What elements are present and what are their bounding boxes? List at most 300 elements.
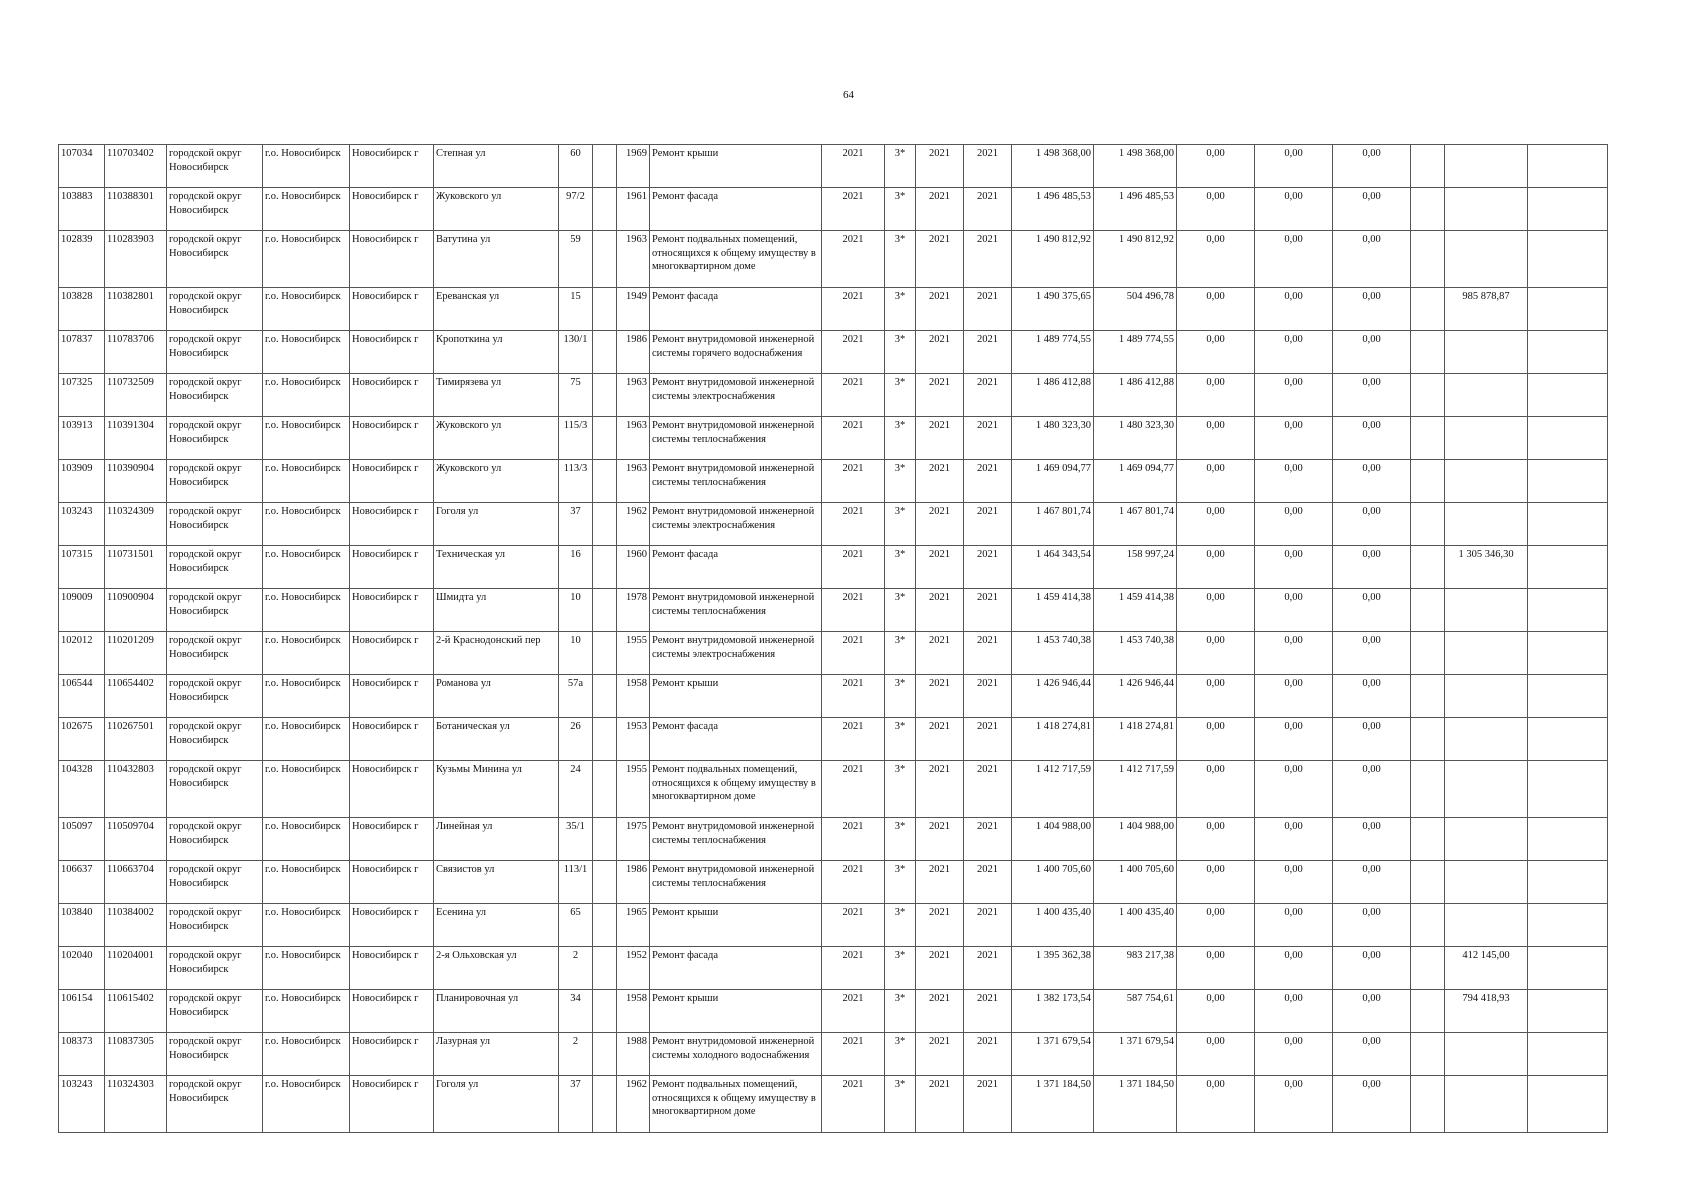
- start-year-cell: 2021: [916, 761, 964, 818]
- end-year-cell: 2021: [964, 861, 1012, 904]
- work-type-cell: Ремонт фасада: [650, 288, 822, 331]
- fund-cost-cell: 1 496 485,53: [1094, 188, 1177, 231]
- start-year-cell: 2021: [916, 331, 964, 374]
- build-year-cell: 1961: [617, 188, 650, 231]
- house-id-cell: 108373: [59, 1033, 105, 1076]
- extra-blank-cell: [1411, 460, 1445, 503]
- city-cell: Новосибирск г: [350, 145, 434, 188]
- mark-cell: 3*: [885, 861, 916, 904]
- end-year-cell: 2021: [964, 818, 1012, 861]
- work-type-cell: Ремонт крыши: [650, 990, 822, 1033]
- value-1-cell: 0,00: [1177, 374, 1255, 417]
- start-year-cell: 2021: [916, 374, 964, 417]
- house-number-cell: 24: [559, 761, 593, 818]
- house-number-cell: 59: [559, 231, 593, 288]
- street-cell: Гоголя ул: [434, 1076, 559, 1133]
- house-code-cell: 110900904: [105, 589, 167, 632]
- building-letter-cell: [593, 861, 617, 904]
- house-id-cell: 103243: [59, 503, 105, 546]
- building-letter-cell: [593, 718, 617, 761]
- total-cost-cell: 1 480 323,30: [1012, 417, 1094, 460]
- city-cell: Новосибирск г: [350, 1076, 434, 1133]
- end-year-cell: 2021: [964, 990, 1012, 1033]
- end-year-cell: 2021: [964, 675, 1012, 718]
- build-year-cell: 1962: [617, 503, 650, 546]
- work-type-cell: Ремонт внутридомовой инженерной системы горячего водоснабжения: [650, 331, 822, 374]
- city-cell: Новосибирск г: [350, 1033, 434, 1076]
- build-year-cell: 1953: [617, 718, 650, 761]
- table-row: [59, 990, 1608, 1033]
- end-year-cell: 2021: [964, 1033, 1012, 1076]
- district-cell: городской округ Новосибирск: [167, 460, 263, 503]
- fund-cost-cell: 1 459 414,38: [1094, 589, 1177, 632]
- urban-okrug-cell: г.о. Новосибирск: [263, 589, 350, 632]
- table-row: [59, 460, 1608, 503]
- value-3-cell: 0,00: [1333, 861, 1411, 904]
- district-cell: городской округ Новосибирск: [167, 632, 263, 675]
- building-letter-cell: [593, 331, 617, 374]
- total-cost-cell: 1 412 717,59: [1012, 761, 1094, 818]
- work-type-cell: Ремонт внутридомовой инженерной системы электроснабжения: [650, 503, 822, 546]
- city-cell: Новосибирск г: [350, 288, 434, 331]
- value-1-cell: 0,00: [1177, 1076, 1255, 1133]
- plan-year-cell: 2021: [822, 990, 885, 1033]
- extra-blank-cell: [1411, 761, 1445, 818]
- owner-funds-cell: [1445, 718, 1528, 761]
- total-cost-cell: 1 490 812,92: [1012, 231, 1094, 288]
- work-type-cell: Ремонт внутридомовой инженерной системы теплоснабжения: [650, 589, 822, 632]
- house-id-cell: 109009: [59, 589, 105, 632]
- house-id-cell: 102675: [59, 718, 105, 761]
- house-number-cell: 15: [559, 288, 593, 331]
- house-id-cell: 107034: [59, 145, 105, 188]
- table-row: [59, 503, 1608, 546]
- building-letter-cell: [593, 675, 617, 718]
- extra-blank-cell: [1411, 904, 1445, 947]
- urban-okrug-cell: г.о. Новосибирск: [263, 1076, 350, 1133]
- fund-cost-cell: 1 400 705,60: [1094, 861, 1177, 904]
- house-code-cell: 110663704: [105, 861, 167, 904]
- value-2-cell: 0,00: [1255, 589, 1333, 632]
- value-2-cell: 0,00: [1255, 546, 1333, 589]
- start-year-cell: 2021: [916, 1076, 964, 1133]
- house-number-cell: 2: [559, 1033, 593, 1076]
- build-year-cell: 1978: [617, 589, 650, 632]
- plan-year-cell: 2021: [822, 145, 885, 188]
- table-row: [59, 589, 1608, 632]
- table-row: [59, 288, 1608, 331]
- build-year-cell: 1986: [617, 331, 650, 374]
- value-2-cell: 0,00: [1255, 718, 1333, 761]
- district-cell: городской округ Новосибирск: [167, 546, 263, 589]
- start-year-cell: 2021: [916, 460, 964, 503]
- city-cell: Новосибирск г: [350, 417, 434, 460]
- total-cost-cell: 1 464 343,54: [1012, 546, 1094, 589]
- last-blank-cell: [1528, 188, 1608, 231]
- value-1-cell: 0,00: [1177, 675, 1255, 718]
- value-3-cell: 0,00: [1333, 503, 1411, 546]
- plan-year-cell: 2021: [822, 460, 885, 503]
- building-letter-cell: [593, 761, 617, 818]
- urban-okrug-cell: г.о. Новосибирск: [263, 861, 350, 904]
- district-cell: городской округ Новосибирск: [167, 818, 263, 861]
- building-letter-cell: [593, 546, 617, 589]
- owner-funds-cell: [1445, 632, 1528, 675]
- start-year-cell: 2021: [916, 718, 964, 761]
- city-cell: Новосибирск г: [350, 675, 434, 718]
- mark-cell: 3*: [885, 546, 916, 589]
- build-year-cell: 1965: [617, 904, 650, 947]
- work-type-cell: Ремонт крыши: [650, 145, 822, 188]
- last-blank-cell: [1528, 417, 1608, 460]
- mark-cell: 3*: [885, 417, 916, 460]
- end-year-cell: 2021: [964, 145, 1012, 188]
- district-cell: городской округ Новосибирск: [167, 904, 263, 947]
- mark-cell: 3*: [885, 1033, 916, 1076]
- total-cost-cell: 1 467 801,74: [1012, 503, 1094, 546]
- work-type-cell: Ремонт внутридомовой инженерной системы теплоснабжения: [650, 818, 822, 861]
- street-cell: 2-я Ольховская ул: [434, 947, 559, 990]
- total-cost-cell: 1 489 774,55: [1012, 331, 1094, 374]
- last-blank-cell: [1528, 1076, 1608, 1133]
- house-code-cell: 110509704: [105, 818, 167, 861]
- mark-cell: 3*: [885, 718, 916, 761]
- value-2-cell: 0,00: [1255, 761, 1333, 818]
- house-number-cell: 75: [559, 374, 593, 417]
- mark-cell: 3*: [885, 331, 916, 374]
- street-cell: Ватутина ул: [434, 231, 559, 288]
- start-year-cell: 2021: [916, 589, 964, 632]
- last-blank-cell: [1528, 231, 1608, 288]
- house-code-cell: 110382801: [105, 288, 167, 331]
- house-code-cell: 110324309: [105, 503, 167, 546]
- building-letter-cell: [593, 904, 617, 947]
- fund-cost-cell: 1 469 094,77: [1094, 460, 1177, 503]
- last-blank-cell: [1528, 589, 1608, 632]
- value-1-cell: 0,00: [1177, 589, 1255, 632]
- value-3-cell: 0,00: [1333, 231, 1411, 288]
- fund-cost-cell: 1 467 801,74: [1094, 503, 1177, 546]
- street-cell: Ботаническая ул: [434, 718, 559, 761]
- street-cell: Романова ул: [434, 675, 559, 718]
- house-id-cell: 107325: [59, 374, 105, 417]
- end-year-cell: 2021: [964, 460, 1012, 503]
- plan-year-cell: 2021: [822, 861, 885, 904]
- house-id-cell: 107837: [59, 331, 105, 374]
- extra-blank-cell: [1411, 374, 1445, 417]
- end-year-cell: 2021: [964, 632, 1012, 675]
- table-row: [59, 546, 1608, 589]
- plan-year-cell: 2021: [822, 1076, 885, 1133]
- owner-funds-cell: [1445, 231, 1528, 288]
- plan-year-cell: 2021: [822, 503, 885, 546]
- owner-funds-cell: [1445, 761, 1528, 818]
- table-row: [59, 1033, 1608, 1076]
- fund-cost-cell: 1 418 274,81: [1094, 718, 1177, 761]
- work-type-cell: Ремонт внутридомовой инженерной системы теплоснабжения: [650, 861, 822, 904]
- mark-cell: 3*: [885, 990, 916, 1033]
- city-cell: Новосибирск г: [350, 231, 434, 288]
- city-cell: Новосибирск г: [350, 947, 434, 990]
- plan-year-cell: 2021: [822, 718, 885, 761]
- table-row: [59, 675, 1608, 718]
- value-1-cell: 0,00: [1177, 861, 1255, 904]
- end-year-cell: 2021: [964, 331, 1012, 374]
- build-year-cell: 1952: [617, 947, 650, 990]
- table-row: [59, 632, 1608, 675]
- urban-okrug-cell: г.о. Новосибирск: [263, 145, 350, 188]
- total-cost-cell: 1 496 485,53: [1012, 188, 1094, 231]
- house-code-cell: 110388301: [105, 188, 167, 231]
- district-cell: городской округ Новосибирск: [167, 761, 263, 818]
- end-year-cell: 2021: [964, 374, 1012, 417]
- last-blank-cell: [1528, 503, 1608, 546]
- value-2-cell: 0,00: [1255, 145, 1333, 188]
- value-3-cell: 0,00: [1333, 947, 1411, 990]
- end-year-cell: 2021: [964, 503, 1012, 546]
- urban-okrug-cell: г.о. Новосибирск: [263, 546, 350, 589]
- plan-year-cell: 2021: [822, 288, 885, 331]
- district-cell: городской округ Новосибирск: [167, 990, 263, 1033]
- extra-blank-cell: [1411, 331, 1445, 374]
- building-letter-cell: [593, 417, 617, 460]
- last-blank-cell: [1528, 331, 1608, 374]
- house-code-cell: 110837305: [105, 1033, 167, 1076]
- street-cell: Связистов ул: [434, 861, 559, 904]
- street-cell: Жуковского ул: [434, 188, 559, 231]
- fund-cost-cell: 1 404 988,00: [1094, 818, 1177, 861]
- house-number-cell: 113/1: [559, 861, 593, 904]
- extra-blank-cell: [1411, 718, 1445, 761]
- street-cell: Жуковского ул: [434, 417, 559, 460]
- house-code-cell: 110201209: [105, 632, 167, 675]
- plan-year-cell: 2021: [822, 761, 885, 818]
- owner-funds-cell: 412 145,00: [1445, 947, 1528, 990]
- table-row: [59, 947, 1608, 990]
- extra-blank-cell: [1411, 188, 1445, 231]
- urban-okrug-cell: г.о. Новосибирск: [263, 1033, 350, 1076]
- work-type-cell: Ремонт крыши: [650, 904, 822, 947]
- extra-blank-cell: [1411, 818, 1445, 861]
- owner-funds-cell: [1445, 460, 1528, 503]
- building-letter-cell: [593, 990, 617, 1033]
- value-3-cell: 0,00: [1333, 675, 1411, 718]
- urban-okrug-cell: г.о. Новосибирск: [263, 417, 350, 460]
- build-year-cell: 1962: [617, 1076, 650, 1133]
- house-id-cell: 103913: [59, 417, 105, 460]
- urban-okrug-cell: г.о. Новосибирск: [263, 632, 350, 675]
- house-id-cell: 105097: [59, 818, 105, 861]
- building-letter-cell: [593, 188, 617, 231]
- repair-program-table: [58, 144, 1608, 1133]
- house-code-cell: 110204001: [105, 947, 167, 990]
- district-cell: городской округ Новосибирск: [167, 288, 263, 331]
- last-blank-cell: [1528, 1033, 1608, 1076]
- value-3-cell: 0,00: [1333, 632, 1411, 675]
- value-2-cell: 0,00: [1255, 188, 1333, 231]
- house-code-cell: 110615402: [105, 990, 167, 1033]
- end-year-cell: 2021: [964, 546, 1012, 589]
- building-letter-cell: [593, 818, 617, 861]
- build-year-cell: 1986: [617, 861, 650, 904]
- table-row: [59, 331, 1608, 374]
- value-2-cell: 0,00: [1255, 288, 1333, 331]
- urban-okrug-cell: г.о. Новосибирск: [263, 990, 350, 1033]
- total-cost-cell: 1 395 362,38: [1012, 947, 1094, 990]
- urban-okrug-cell: г.о. Новосибирск: [263, 904, 350, 947]
- house-id-cell: 106154: [59, 990, 105, 1033]
- end-year-cell: 2021: [964, 188, 1012, 231]
- owner-funds-cell: [1445, 417, 1528, 460]
- city-cell: Новосибирск г: [350, 761, 434, 818]
- last-blank-cell: [1528, 904, 1608, 947]
- work-type-cell: Ремонт фасада: [650, 718, 822, 761]
- last-blank-cell: [1528, 675, 1608, 718]
- value-2-cell: 0,00: [1255, 947, 1333, 990]
- start-year-cell: 2021: [916, 990, 964, 1033]
- extra-blank-cell: [1411, 632, 1445, 675]
- value-1-cell: 0,00: [1177, 818, 1255, 861]
- house-id-cell: 102839: [59, 231, 105, 288]
- district-cell: городской округ Новосибирск: [167, 145, 263, 188]
- value-1-cell: 0,00: [1177, 947, 1255, 990]
- house-id-cell: 106637: [59, 861, 105, 904]
- house-number-cell: 65: [559, 904, 593, 947]
- house-number-cell: 115/3: [559, 417, 593, 460]
- value-3-cell: 0,00: [1333, 1076, 1411, 1133]
- mark-cell: 3*: [885, 818, 916, 861]
- house-number-cell: 57а: [559, 675, 593, 718]
- start-year-cell: 2021: [916, 818, 964, 861]
- total-cost-cell: 1 469 094,77: [1012, 460, 1094, 503]
- street-cell: Техническая ул: [434, 546, 559, 589]
- plan-year-cell: 2021: [822, 231, 885, 288]
- plan-year-cell: 2021: [822, 417, 885, 460]
- start-year-cell: 2021: [916, 861, 964, 904]
- value-1-cell: 0,00: [1177, 503, 1255, 546]
- build-year-cell: 1969: [617, 145, 650, 188]
- district-cell: городской округ Новосибирск: [167, 947, 263, 990]
- value-3-cell: 0,00: [1333, 460, 1411, 503]
- start-year-cell: 2021: [916, 546, 964, 589]
- mark-cell: 3*: [885, 675, 916, 718]
- start-year-cell: 2021: [916, 904, 964, 947]
- last-blank-cell: [1528, 374, 1608, 417]
- mark-cell: 3*: [885, 145, 916, 188]
- house-code-cell: 110432803: [105, 761, 167, 818]
- building-letter-cell: [593, 632, 617, 675]
- value-2-cell: 0,00: [1255, 1076, 1333, 1133]
- house-code-cell: 110384002: [105, 904, 167, 947]
- fund-cost-cell: 504 496,78: [1094, 288, 1177, 331]
- plan-year-cell: 2021: [822, 188, 885, 231]
- urban-okrug-cell: г.о. Новосибирск: [263, 288, 350, 331]
- value-2-cell: 0,00: [1255, 417, 1333, 460]
- fund-cost-cell: 158 997,24: [1094, 546, 1177, 589]
- fund-cost-cell: 587 754,61: [1094, 990, 1177, 1033]
- owner-funds-cell: [1445, 589, 1528, 632]
- street-cell: Линейная ул: [434, 818, 559, 861]
- last-blank-cell: [1528, 460, 1608, 503]
- building-letter-cell: [593, 374, 617, 417]
- mark-cell: 3*: [885, 947, 916, 990]
- extra-blank-cell: [1411, 417, 1445, 460]
- district-cell: городской округ Новосибирск: [167, 231, 263, 288]
- extra-blank-cell: [1411, 675, 1445, 718]
- end-year-cell: 2021: [964, 1076, 1012, 1133]
- fund-cost-cell: 1 453 740,38: [1094, 632, 1177, 675]
- house-number-cell: 60: [559, 145, 593, 188]
- district-cell: городской округ Новосибирск: [167, 374, 263, 417]
- end-year-cell: 2021: [964, 231, 1012, 288]
- work-type-cell: Ремонт подвальных помещений, относящихся к общему имуществу в многоквартирном доме: [650, 761, 822, 818]
- extra-blank-cell: [1411, 1076, 1445, 1133]
- building-letter-cell: [593, 589, 617, 632]
- last-blank-cell: [1528, 990, 1608, 1033]
- value-1-cell: 0,00: [1177, 188, 1255, 231]
- total-cost-cell: 1 382 173,54: [1012, 990, 1094, 1033]
- city-cell: Новосибирск г: [350, 718, 434, 761]
- mark-cell: 3*: [885, 374, 916, 417]
- district-cell: городской округ Новосибирск: [167, 861, 263, 904]
- district-cell: городской округ Новосибирск: [167, 188, 263, 231]
- work-type-cell: Ремонт внутридомовой инженерной системы холодного водоснабжения: [650, 1033, 822, 1076]
- house-id-cell: 102040: [59, 947, 105, 990]
- extra-blank-cell: [1411, 145, 1445, 188]
- fund-cost-cell: 1 498 368,00: [1094, 145, 1177, 188]
- district-cell: городской округ Новосибирск: [167, 1033, 263, 1076]
- build-year-cell: 1955: [617, 761, 650, 818]
- value-1-cell: 0,00: [1177, 761, 1255, 818]
- start-year-cell: 2021: [916, 145, 964, 188]
- total-cost-cell: 1 400 435,40: [1012, 904, 1094, 947]
- value-3-cell: 0,00: [1333, 417, 1411, 460]
- owner-funds-cell: [1445, 1033, 1528, 1076]
- mark-cell: 3*: [885, 188, 916, 231]
- owner-funds-cell: [1445, 188, 1528, 231]
- house-number-cell: 2: [559, 947, 593, 990]
- owner-funds-cell: [1445, 503, 1528, 546]
- plan-year-cell: 2021: [822, 818, 885, 861]
- house-id-cell: 103840: [59, 904, 105, 947]
- total-cost-cell: 1 418 274,81: [1012, 718, 1094, 761]
- last-blank-cell: [1528, 861, 1608, 904]
- start-year-cell: 2021: [916, 947, 964, 990]
- last-blank-cell: [1528, 718, 1608, 761]
- value-2-cell: 0,00: [1255, 675, 1333, 718]
- value-3-cell: 0,00: [1333, 331, 1411, 374]
- value-1-cell: 0,00: [1177, 990, 1255, 1033]
- plan-year-cell: 2021: [822, 904, 885, 947]
- value-3-cell: 0,00: [1333, 904, 1411, 947]
- build-year-cell: 1963: [617, 417, 650, 460]
- build-year-cell: 1955: [617, 632, 650, 675]
- owner-funds-cell: 794 418,93: [1445, 990, 1528, 1033]
- work-type-cell: Ремонт фасада: [650, 947, 822, 990]
- plan-year-cell: 2021: [822, 947, 885, 990]
- district-cell: городской округ Новосибирск: [167, 417, 263, 460]
- value-1-cell: 0,00: [1177, 632, 1255, 675]
- extra-blank-cell: [1411, 546, 1445, 589]
- last-blank-cell: [1528, 947, 1608, 990]
- owner-funds-cell: [1445, 904, 1528, 947]
- value-2-cell: 0,00: [1255, 231, 1333, 288]
- urban-okrug-cell: г.о. Новосибирск: [263, 374, 350, 417]
- house-code-cell: 110731501: [105, 546, 167, 589]
- building-letter-cell: [593, 460, 617, 503]
- city-cell: Новосибирск г: [350, 990, 434, 1033]
- house-number-cell: 97/2: [559, 188, 593, 231]
